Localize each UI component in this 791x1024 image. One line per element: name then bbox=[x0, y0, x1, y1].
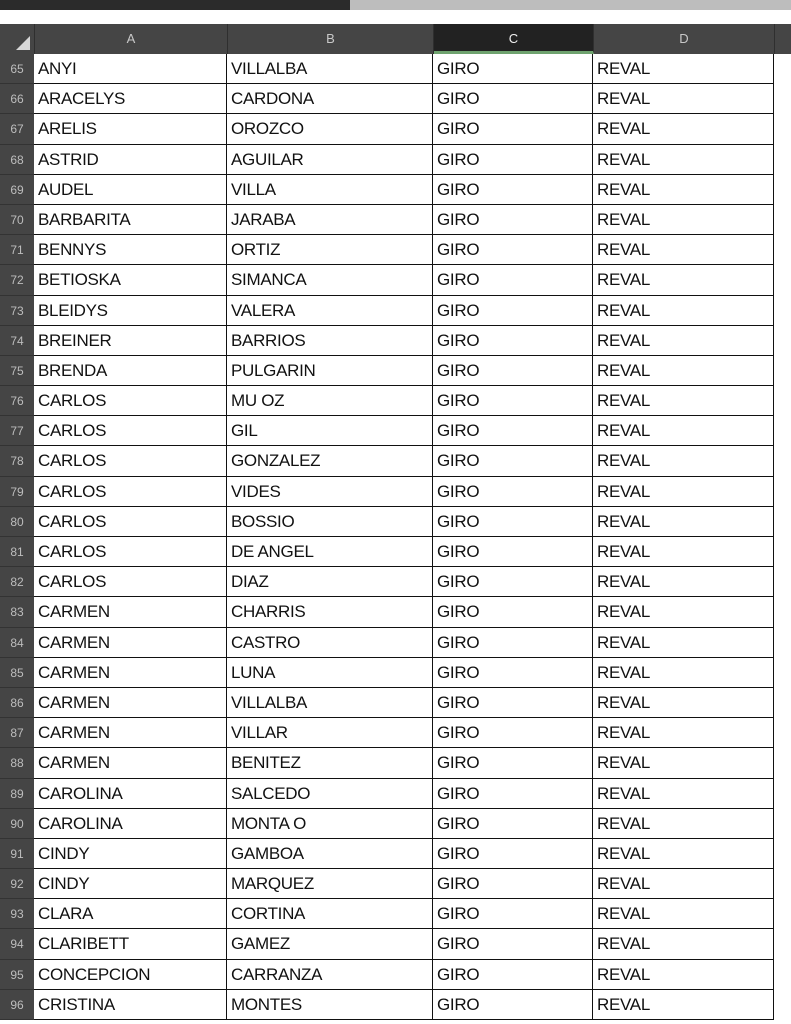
row-filler bbox=[774, 567, 791, 597]
table-row bbox=[0, 356, 791, 386]
cell-first-name[interactable]: CLARIBETT bbox=[34, 929, 227, 959]
cell-last-name[interactable]: CHARRIS bbox=[227, 597, 433, 627]
cell-first-name[interactable]: CARMEN bbox=[34, 597, 227, 627]
cell-first-name[interactable]: CARMEN bbox=[34, 628, 227, 658]
column-header-b[interactable]: B bbox=[228, 24, 434, 54]
cell-type[interactable]: GIRO bbox=[433, 688, 593, 718]
cell-status[interactable]: REVAL bbox=[593, 869, 774, 899]
cell-status[interactable]: REVAL bbox=[593, 628, 774, 658]
cell-type[interactable]: GIRO bbox=[433, 477, 593, 507]
cell-last-name[interactable]: BARRIOS bbox=[227, 326, 433, 356]
row-filler bbox=[774, 296, 791, 326]
cell-last-name[interactable]: VILLALBA bbox=[227, 54, 433, 84]
cell-first-name[interactable]: BARBARITA bbox=[34, 205, 227, 235]
cell-first-name[interactable]: CARLOS bbox=[34, 386, 227, 416]
cell-first-name[interactable]: ARELIS bbox=[34, 114, 227, 144]
toolbar-light-area bbox=[350, 0, 791, 10]
cell-first-name[interactable]: ASTRID bbox=[34, 145, 227, 175]
top-toolbar-strip bbox=[0, 0, 791, 24]
cell-first-name[interactable]: CARLOS bbox=[34, 507, 227, 537]
cell-status[interactable]: REVAL bbox=[593, 688, 774, 718]
row-filler bbox=[774, 748, 791, 778]
cell-status[interactable]: REVAL bbox=[593, 416, 774, 446]
row-filler bbox=[774, 628, 791, 658]
row-number[interactable]: 84 bbox=[0, 628, 34, 658]
row-number[interactable]: 68 bbox=[0, 145, 34, 175]
cell-type[interactable]: GIRO bbox=[433, 899, 593, 929]
cell-last-name[interactable]: CARRANZA bbox=[227, 960, 433, 990]
cell-first-name[interactable]: CARLOS bbox=[34, 477, 227, 507]
cell-status[interactable]: REVAL bbox=[593, 809, 774, 839]
row-filler bbox=[774, 175, 791, 205]
cell-status[interactable]: REVAL bbox=[593, 748, 774, 778]
table-row bbox=[0, 416, 791, 446]
row-filler bbox=[774, 960, 791, 990]
cell-last-name[interactable]: MU OZ bbox=[227, 386, 433, 416]
row-number[interactable]: 73 bbox=[0, 296, 34, 326]
row-number[interactable]: 79 bbox=[0, 477, 34, 507]
cell-status[interactable]: REVAL bbox=[593, 356, 774, 386]
row-number[interactable]: 96 bbox=[0, 990, 34, 1020]
row-number[interactable]: 87 bbox=[0, 718, 34, 748]
cell-status[interactable]: REVAL bbox=[593, 54, 774, 84]
cell-first-name[interactable]: CARMEN bbox=[34, 718, 227, 748]
row-number[interactable]: 74 bbox=[0, 326, 34, 356]
row-number[interactable]: 78 bbox=[0, 446, 34, 476]
cell-last-name[interactable]: DIAZ bbox=[227, 567, 433, 597]
table-row bbox=[0, 628, 791, 658]
cell-last-name[interactable]: OROZCO bbox=[227, 114, 433, 144]
row-number[interactable]: 66 bbox=[0, 84, 34, 114]
row-number[interactable]: 65 bbox=[0, 54, 34, 84]
cell-status[interactable]: REVAL bbox=[593, 507, 774, 537]
table-row bbox=[0, 990, 791, 1020]
cell-type[interactable]: GIRO bbox=[433, 990, 593, 1020]
cell-type[interactable]: GIRO bbox=[433, 84, 593, 114]
column-header-filler bbox=[775, 24, 791, 54]
table-row bbox=[0, 507, 791, 537]
cell-type[interactable]: GIRO bbox=[433, 296, 593, 326]
cell-last-name[interactable]: GIL bbox=[227, 416, 433, 446]
cell-first-name[interactable]: AUDEL bbox=[34, 175, 227, 205]
row-number[interactable]: 93 bbox=[0, 899, 34, 929]
cell-first-name[interactable]: CARMEN bbox=[34, 688, 227, 718]
row-filler bbox=[774, 386, 791, 416]
cell-last-name[interactable]: VILLAR bbox=[227, 718, 433, 748]
row-filler bbox=[774, 688, 791, 718]
column-header-c[interactable]: C bbox=[434, 24, 594, 54]
cell-type[interactable]: GIRO bbox=[433, 265, 593, 295]
cell-last-name[interactable]: CORTINA bbox=[227, 899, 433, 929]
cell-first-name[interactable]: CAROLINA bbox=[34, 779, 227, 809]
table-row bbox=[0, 537, 791, 567]
cell-last-name[interactable]: BOSSIO bbox=[227, 507, 433, 537]
cell-status[interactable]: REVAL bbox=[593, 326, 774, 356]
row-filler bbox=[774, 205, 791, 235]
cell-type[interactable]: GIRO bbox=[433, 356, 593, 386]
table-row bbox=[0, 84, 791, 114]
row-filler bbox=[774, 54, 791, 84]
row-number[interactable]: 76 bbox=[0, 386, 34, 416]
row-number[interactable]: 80 bbox=[0, 507, 34, 537]
row-number[interactable]: 92 bbox=[0, 869, 34, 899]
table-row bbox=[0, 145, 791, 175]
row-filler bbox=[774, 929, 791, 959]
row-filler bbox=[774, 265, 791, 295]
cell-last-name[interactable]: VILLA bbox=[227, 175, 433, 205]
table-row bbox=[0, 386, 791, 416]
table-row bbox=[0, 205, 791, 235]
cell-last-name[interactable]: AGUILAR bbox=[227, 145, 433, 175]
column-header-d[interactable]: D bbox=[594, 24, 775, 54]
table-row bbox=[0, 114, 791, 144]
row-filler bbox=[774, 718, 791, 748]
cell-status[interactable]: REVAL bbox=[593, 899, 774, 929]
cell-type[interactable]: GIRO bbox=[433, 446, 593, 476]
cell-last-name[interactable]: GAMBOA bbox=[227, 839, 433, 869]
row-filler bbox=[774, 537, 791, 567]
cell-type[interactable]: GIRO bbox=[433, 326, 593, 356]
cell-type[interactable]: GIRO bbox=[433, 175, 593, 205]
cell-status[interactable]: REVAL bbox=[593, 477, 774, 507]
table-row bbox=[0, 869, 791, 899]
cell-first-name[interactable]: CLARA bbox=[34, 899, 227, 929]
cell-first-name[interactable]: ARACELYS bbox=[34, 84, 227, 114]
row-number[interactable]: 83 bbox=[0, 597, 34, 627]
cell-type[interactable]: GIRO bbox=[433, 748, 593, 778]
table-row bbox=[0, 326, 791, 356]
row-number[interactable]: 94 bbox=[0, 929, 34, 959]
cell-status[interactable]: REVAL bbox=[593, 296, 774, 326]
cell-status[interactable]: REVAL bbox=[593, 597, 774, 627]
row-number[interactable]: 90 bbox=[0, 809, 34, 839]
row-number[interactable]: 75 bbox=[0, 356, 34, 386]
cell-last-name[interactable]: DE ANGEL bbox=[227, 537, 433, 567]
row-number[interactable]: 81 bbox=[0, 537, 34, 567]
row-number[interactable]: 70 bbox=[0, 205, 34, 235]
cell-status[interactable]: REVAL bbox=[593, 537, 774, 567]
cell-type[interactable]: GIRO bbox=[433, 567, 593, 597]
cell-last-name[interactable]: GONZALEZ bbox=[227, 446, 433, 476]
cell-status[interactable]: REVAL bbox=[593, 114, 774, 144]
row-number[interactable]: 69 bbox=[0, 175, 34, 205]
cell-first-name[interactable]: BENNYS bbox=[34, 235, 227, 265]
cell-first-name[interactable]: CARLOS bbox=[34, 537, 227, 567]
cell-status[interactable]: REVAL bbox=[593, 265, 774, 295]
cell-first-name[interactable]: BETIOSKA bbox=[34, 265, 227, 295]
table-row bbox=[0, 839, 791, 869]
table-row bbox=[0, 567, 791, 597]
select-all-triangle-icon bbox=[16, 36, 30, 50]
cell-status[interactable]: REVAL bbox=[593, 929, 774, 959]
cell-last-name[interactable]: VILLALBA bbox=[227, 688, 433, 718]
cell-last-name[interactable]: GAMEZ bbox=[227, 929, 433, 959]
cell-type[interactable]: GIRO bbox=[433, 54, 593, 84]
cell-last-name[interactable]: VIDES bbox=[227, 477, 433, 507]
row-number[interactable]: 71 bbox=[0, 235, 34, 265]
cell-type[interactable]: GIRO bbox=[433, 809, 593, 839]
cell-type[interactable]: GIRO bbox=[433, 869, 593, 899]
cell-type[interactable]: GIRO bbox=[433, 537, 593, 567]
row-number[interactable]: 67 bbox=[0, 114, 34, 144]
cell-first-name[interactable]: CARMEN bbox=[34, 748, 227, 778]
cell-status[interactable]: REVAL bbox=[593, 990, 774, 1020]
row-number[interactable]: 77 bbox=[0, 416, 34, 446]
table-row bbox=[0, 296, 791, 326]
cell-type[interactable]: GIRO bbox=[433, 839, 593, 869]
row-filler bbox=[774, 990, 791, 1020]
cell-last-name[interactable]: SIMANCA bbox=[227, 265, 433, 295]
row-number[interactable]: 86 bbox=[0, 688, 34, 718]
row-filler bbox=[774, 839, 791, 869]
cell-type[interactable]: GIRO bbox=[433, 718, 593, 748]
row-number[interactable]: 85 bbox=[0, 658, 34, 688]
cell-type[interactable]: GIRO bbox=[433, 628, 593, 658]
cell-status[interactable]: REVAL bbox=[593, 718, 774, 748]
cell-type[interactable]: GIRO bbox=[433, 114, 593, 144]
table-row bbox=[0, 477, 791, 507]
cell-last-name[interactable]: JARABA bbox=[227, 205, 433, 235]
cell-status[interactable]: REVAL bbox=[593, 235, 774, 265]
column-header-row bbox=[0, 24, 791, 54]
cell-status[interactable]: REVAL bbox=[593, 386, 774, 416]
table-row bbox=[0, 899, 791, 929]
cell-last-name[interactable]: MONTA O bbox=[227, 809, 433, 839]
cell-last-name[interactable]: PULGARIN bbox=[227, 356, 433, 386]
cell-first-name[interactable]: CARLOS bbox=[34, 446, 227, 476]
table-row bbox=[0, 809, 791, 839]
cell-first-name[interactable]: BREINER bbox=[34, 326, 227, 356]
cell-last-name[interactable]: MONTES bbox=[227, 990, 433, 1020]
cell-type[interactable]: GIRO bbox=[433, 779, 593, 809]
cell-status[interactable]: REVAL bbox=[593, 960, 774, 990]
cell-last-name[interactable]: SALCEDO bbox=[227, 779, 433, 809]
table-row bbox=[0, 446, 791, 476]
table-row bbox=[0, 929, 791, 959]
cell-status[interactable]: REVAL bbox=[593, 839, 774, 869]
cell-type[interactable]: GIRO bbox=[433, 929, 593, 959]
cell-type[interactable]: GIRO bbox=[433, 960, 593, 990]
cell-type[interactable]: GIRO bbox=[433, 386, 593, 416]
table-row bbox=[0, 597, 791, 627]
row-filler bbox=[774, 507, 791, 537]
cell-first-name[interactable]: CARLOS bbox=[34, 416, 227, 446]
cell-last-name[interactable]: MARQUEZ bbox=[227, 869, 433, 899]
cell-status[interactable]: REVAL bbox=[593, 779, 774, 809]
cell-first-name[interactable]: CINDY bbox=[34, 869, 227, 899]
cell-status[interactable]: REVAL bbox=[593, 446, 774, 476]
table-row bbox=[0, 235, 791, 265]
cell-first-name[interactable]: CARMEN bbox=[34, 658, 227, 688]
row-filler bbox=[774, 446, 791, 476]
row-filler bbox=[774, 114, 791, 144]
cell-last-name[interactable]: ORTIZ bbox=[227, 235, 433, 265]
table-row bbox=[0, 688, 791, 718]
toolbar-dark-area bbox=[0, 0, 350, 10]
row-number[interactable]: 89 bbox=[0, 779, 34, 809]
row-filler bbox=[774, 477, 791, 507]
cell-status[interactable]: REVAL bbox=[593, 175, 774, 205]
row-filler bbox=[774, 597, 791, 627]
row-filler bbox=[774, 809, 791, 839]
row-filler bbox=[774, 869, 791, 899]
column-header-a[interactable]: A bbox=[35, 24, 228, 54]
cell-first-name[interactable]: BRENDA bbox=[34, 356, 227, 386]
row-filler bbox=[774, 235, 791, 265]
cell-status[interactable]: REVAL bbox=[593, 205, 774, 235]
cell-last-name[interactable]: VALERA bbox=[227, 296, 433, 326]
table-row bbox=[0, 265, 791, 295]
cell-first-name[interactable]: CRISTINA bbox=[34, 990, 227, 1020]
table-row bbox=[0, 748, 791, 778]
cell-first-name[interactable]: CARLOS bbox=[34, 567, 227, 597]
cell-type[interactable]: GIRO bbox=[433, 597, 593, 627]
table-row bbox=[0, 658, 791, 688]
cell-type[interactable]: GIRO bbox=[433, 507, 593, 537]
select-all-corner[interactable] bbox=[0, 24, 35, 54]
row-filler bbox=[774, 416, 791, 446]
row-filler bbox=[774, 356, 791, 386]
cell-last-name[interactable]: CASTRO bbox=[227, 628, 433, 658]
row-filler bbox=[774, 84, 791, 114]
cell-type[interactable]: GIRO bbox=[433, 145, 593, 175]
table-row bbox=[0, 960, 791, 990]
table-row bbox=[0, 175, 791, 205]
cell-type[interactable]: GIRO bbox=[433, 235, 593, 265]
cell-last-name[interactable]: CARDONA bbox=[227, 84, 433, 114]
cell-last-name[interactable]: LUNA bbox=[227, 658, 433, 688]
row-filler bbox=[774, 658, 791, 688]
cell-status[interactable]: REVAL bbox=[593, 567, 774, 597]
table-row bbox=[0, 54, 791, 84]
row-filler bbox=[774, 899, 791, 929]
cell-status[interactable]: REVAL bbox=[593, 658, 774, 688]
cell-type[interactable]: GIRO bbox=[433, 416, 593, 446]
cell-first-name[interactable]: ANYI bbox=[34, 54, 227, 84]
row-filler bbox=[774, 779, 791, 809]
row-filler bbox=[774, 145, 791, 175]
cell-status[interactable]: REVAL bbox=[593, 145, 774, 175]
table-row bbox=[0, 718, 791, 748]
cell-last-name[interactable]: BENITEZ bbox=[227, 748, 433, 778]
cell-first-name[interactable]: CONCEPCION bbox=[34, 960, 227, 990]
row-number[interactable]: 88 bbox=[0, 748, 34, 778]
row-number[interactable]: 82 bbox=[0, 567, 34, 597]
cell-first-name[interactable]: BLEIDYS bbox=[34, 296, 227, 326]
table-row bbox=[0, 779, 791, 809]
row-number[interactable]: 95 bbox=[0, 960, 34, 990]
cell-first-name[interactable]: CAROLINA bbox=[34, 809, 227, 839]
cell-first-name[interactable]: CINDY bbox=[34, 839, 227, 869]
cell-type[interactable]: GIRO bbox=[433, 658, 593, 688]
row-filler bbox=[774, 326, 791, 356]
sheet-grid bbox=[0, 54, 791, 1024]
row-number[interactable]: 72 bbox=[0, 265, 34, 295]
cell-status[interactable]: REVAL bbox=[593, 84, 774, 114]
cell-type[interactable]: GIRO bbox=[433, 205, 593, 235]
row-number[interactable]: 91 bbox=[0, 839, 34, 869]
